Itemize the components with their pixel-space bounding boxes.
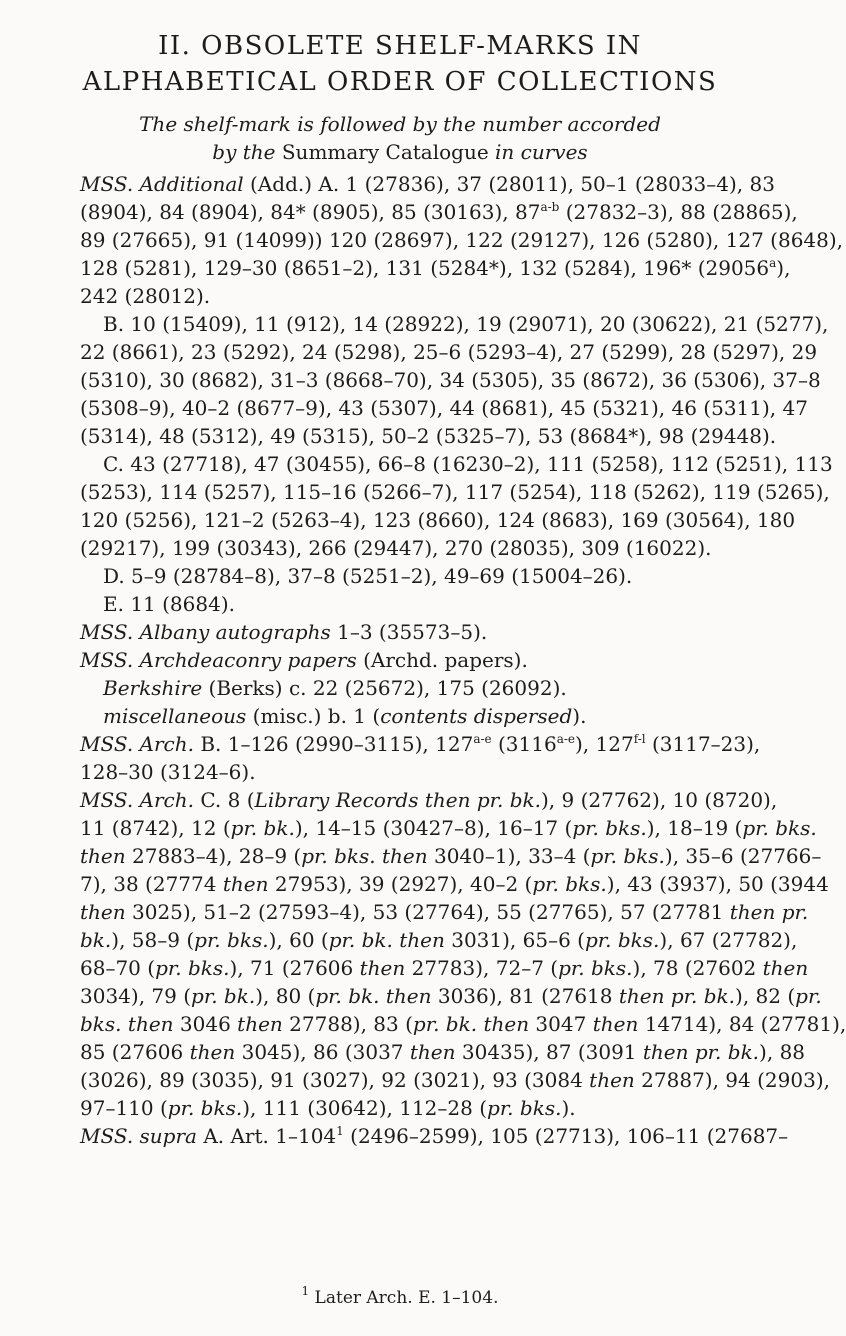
superscript: a-e (473, 732, 492, 746)
text-segment: (5310), 30 (8682), 31–3 (8668–70), 34 (5305), 35 (8672), 36 (5306), 37–8 (80, 368, 821, 392)
text-line (80, 618, 734, 646)
text-segment: C. 8 ( (193, 788, 255, 812)
italic-text: pr. bk. then (315, 984, 432, 1008)
text-segment: (3117–23), (645, 732, 761, 756)
text-segment: ), 60 ( (268, 928, 329, 952)
text-line (80, 1010, 846, 1038)
text-line (80, 842, 822, 870)
italic-text: pr. bks. (584, 928, 660, 952)
italic-text: pr. bks. (572, 816, 647, 840)
italic-text: pr. bks. then (301, 844, 428, 868)
italic-text: pr. bks. (194, 928, 269, 952)
text-line (103, 674, 734, 702)
italic-text: miscellaneous (103, 704, 247, 728)
text-line (80, 982, 822, 1010)
italic-text: MSS. Archdeaconry papers (80, 648, 357, 672)
italic-text: pr. bks. (487, 1096, 562, 1120)
italic-text: then pr. bk. (642, 1040, 760, 1064)
italic-text: pr. bks. (558, 956, 633, 980)
text-segment: B. 10 (15409), 11 (912), 14 (28922), 19 (29071), 20 (30622), 21 (5277), (103, 312, 829, 336)
text-segment: 242 (28012). (80, 284, 211, 308)
italic-text: pr. bks. (532, 872, 607, 896)
text-segment: B. 1–126 (2990–3115), 127 (193, 732, 474, 756)
text-segment: (5314), 48 (5312), 49 (5315), 50–2 (5325–7), 53 (8684*), 98 (29448). (80, 424, 777, 448)
text-line (103, 702, 734, 730)
text-segment: 27783), 72–7 ( (405, 956, 559, 980)
text-segment: 27953), 39 (2927), 40–2 ( (268, 872, 533, 896)
text-segment: (Add.) A. 1 (27836), 37 (28011), 50–1 (28033–4), 83 (243, 172, 775, 196)
text-line (103, 562, 734, 590)
text-segment: ), 82 ( (735, 984, 796, 1008)
italic-text: pr. bk. (191, 984, 256, 1008)
footnote (0, 1286, 800, 1310)
text-segment: 30435), 87 (3091 (455, 1040, 643, 1064)
text-segment: ), 14–15 (30427–8), 16–17 ( (294, 816, 573, 840)
italic-text: MSS. supra (80, 1124, 197, 1148)
subtitle-by-the: by the (212, 140, 276, 164)
text-segment: (3116 (491, 732, 557, 756)
italic-text: pr. bks. (155, 956, 230, 980)
text-segment: ), 9 (27762), 10 (8720), (541, 788, 778, 812)
text-line (103, 310, 829, 338)
text-line (80, 394, 808, 422)
italic-text: bk. (80, 928, 112, 952)
text-line (80, 198, 798, 226)
italic-text: then (359, 956, 406, 980)
italic-text: Berkshire (103, 676, 203, 700)
text-segment: (8904), 84 (8904), 84* (8905), 85 (30163), 87 (80, 200, 541, 224)
italic-text: then (237, 1012, 283, 1036)
text-line (80, 170, 775, 198)
text-segment: 3040–1), 33–4 ( (427, 844, 591, 868)
subtitle-line-1: The shelf-mark is followed by the number accorded (139, 112, 661, 136)
text-segment: ), 67 (27782), (659, 928, 798, 952)
italic-text: then (409, 1040, 456, 1064)
text-line (80, 366, 821, 394)
italic-text: MSS. Additional (80, 172, 244, 196)
text-segment: ), 80 ( (255, 984, 316, 1008)
text-segment: 27887), 94 (2903), (634, 1068, 830, 1092)
heading-line-2: ALPHABETICAL ORDER OF COLLECTIONS (82, 67, 718, 97)
text-segment: 3036), 81 (27618 (431, 984, 619, 1008)
text-segment: (Archd. papers). (356, 648, 528, 672)
text-segment: A. Art. 1–104 (196, 1124, 337, 1148)
text-segment: ). (561, 1096, 576, 1120)
text-line (80, 786, 778, 814)
text-segment: ). (572, 704, 587, 728)
text-segment: ), 78 (27602 (632, 956, 763, 980)
text-segment: ), 111 (30642), 112–28 ( (242, 1096, 488, 1120)
italic-text: pr. bks. (742, 816, 817, 840)
footnote-mark: 1 (301, 1284, 310, 1298)
text-segment: 3046 (173, 1012, 238, 1036)
text-line (80, 870, 829, 898)
text-segment: 85 (27606 (80, 1040, 190, 1064)
text-line (80, 422, 777, 450)
text-segment: 3034), 79 ( (80, 984, 192, 1008)
text-line (80, 282, 734, 310)
text-segment: 128–30 (3124–6). (80, 760, 256, 784)
italic-text: then (762, 956, 809, 980)
superscript: f-l (633, 732, 646, 746)
text-line (80, 1094, 734, 1122)
text-segment: (misc.) b. 1 ( (246, 704, 381, 728)
text-segment: C. 43 (27718), 47 (30455), 66–8 (16230–2), 111 (5258), 112 (5251), 113 (103, 452, 833, 476)
italic-text: pr. bk. (230, 816, 295, 840)
text-segment: ), 43 (3937), 50 (3944 (606, 872, 829, 896)
text-segment: 89 (27665), 91 (14099)) 120 (28697), 122 (29127), 126 (5280), 127 (8648), (80, 228, 844, 252)
text-line (80, 814, 817, 842)
text-segment: 3047 (529, 1012, 593, 1036)
italic-text: MSS. Albany autographs (80, 620, 331, 644)
text-line (80, 478, 830, 506)
text-segment: D. 5–9 (28784–8), 37–8 (5251–2), 49–69 (15004–26). (103, 564, 633, 588)
text-line (80, 926, 798, 954)
text-segment: E. 11 (8684). (103, 592, 235, 616)
italic-text: MSS. Arch. (80, 788, 194, 812)
text-segment: 27883–4), 28–9 ( (125, 844, 302, 868)
text-segment: 3025), 51–2 (27593–4), 53 (27764), 55 (27765), 57 (27781 (125, 900, 730, 924)
text-line (80, 730, 761, 758)
text-segment: 14714), 84 (27781), (638, 1012, 846, 1036)
text-segment: ), 127 (575, 732, 634, 756)
text-line (80, 758, 734, 786)
text-line (80, 954, 809, 982)
subtitle-line-2 (0, 138, 800, 166)
text-segment: ), (776, 256, 791, 280)
text-segment: (2496–2599), 105 (27713), 106–11 (27687– (343, 1124, 789, 1148)
text-segment: 22 (8661), 23 (5292), 24 (5298), 25–6 (5293–4), 27 (5299), 28 (5297), 29 (80, 340, 818, 364)
subtitle-summary-catalogue: Summary Catalogue (281, 140, 489, 164)
text-segment: (5253), 114 (5257), 115–16 (5266–7), 117 (5254), 118 (5262), 119 (5265), (80, 480, 830, 504)
italic-text: pr. bk. then (328, 928, 445, 952)
text-segment: ), 71 (27606 (229, 956, 360, 980)
superscript: a (769, 256, 777, 270)
text-segment: 7), 38 (27774 (80, 872, 223, 896)
text-line (80, 1038, 806, 1066)
text-line (80, 898, 809, 926)
text-line (80, 226, 844, 254)
text-segment: (29217), 199 (30343), 266 (29447), 270 (28035), 309 (16022). (80, 536, 712, 560)
italic-text: then (222, 872, 269, 896)
text-segment: 11 (8742), 12 ( (80, 816, 231, 840)
footnote-text: Later Arch. E. 1–104. (309, 1288, 499, 1308)
italic-text: then (80, 844, 126, 868)
text-line (103, 590, 734, 618)
text-segment: 27788), 83 ( (282, 1012, 413, 1036)
text-segment: ), 18–19 ( (646, 816, 743, 840)
italic-text: Library Records then pr. bk. (254, 788, 541, 812)
text-line (80, 534, 734, 562)
text-segment: (Berks) c. 22 (25672), 175 (26092). (202, 676, 567, 700)
italic-text: contents dispersed (380, 704, 573, 728)
text-segment: 1–3 (35573–5). (330, 620, 488, 644)
text-line (80, 338, 818, 366)
text-segment: 68–70 ( (80, 956, 156, 980)
text-line (80, 1122, 789, 1150)
italic-text: then (589, 1068, 635, 1092)
italic-text: pr. (795, 984, 822, 1008)
italic-text: pr. bks. (590, 844, 665, 868)
italic-text: bks. then (80, 1012, 174, 1036)
italic-text: pr. bks. (167, 1096, 243, 1120)
italic-text: pr. bk. then (412, 1012, 530, 1036)
text-segment: 3045), 86 (3037 (235, 1040, 410, 1064)
text-line (80, 506, 796, 534)
italic-text: then pr. bk. (618, 984, 736, 1008)
text-segment: ), 88 (759, 1040, 806, 1064)
italic-text: MSS. Arch. (80, 732, 194, 756)
text-segment: 120 (5256), 121–2 (5263–4), 123 (8660), 124 (8683), 169 (30564), 180 (80, 508, 796, 532)
italic-text: then pr. (729, 900, 809, 924)
italic-text: then (592, 1012, 639, 1036)
text-line (80, 1066, 830, 1094)
text-segment: 128 (5281), 129–30 (8651–2), 131 (5284*), 132 (5284), 196* (29056 (80, 256, 770, 280)
italic-text: then (189, 1040, 236, 1064)
subtitle-in-curves: in curves (495, 140, 588, 164)
text-line (103, 450, 833, 478)
text-segment: (3026), 89 (3035), 91 (3027), 92 (3021), 93 (3084 (80, 1068, 590, 1092)
text-segment: 3031), 65–6 ( (444, 928, 585, 952)
superscript: a-b (540, 200, 560, 214)
text-segment: ), 58–9 ( (111, 928, 195, 952)
text-segment: (27832–3), 88 (28865), (559, 200, 798, 224)
text-segment: ), 35–6 (27766– (664, 844, 822, 868)
text-line (80, 254, 791, 282)
text-segment: 97–110 ( (80, 1096, 168, 1120)
heading-line-1: II. OBSOLETE SHELF-MARKS IN (158, 31, 642, 61)
text-line (80, 646, 734, 674)
superscript: 1 (336, 1124, 344, 1138)
superscript: a-e (556, 732, 575, 746)
italic-text: then (80, 900, 126, 924)
text-segment: (5308–9), 40–2 (8677–9), 43 (5307), 44 (8681), 45 (5321), 46 (5311), 47 (80, 396, 808, 420)
